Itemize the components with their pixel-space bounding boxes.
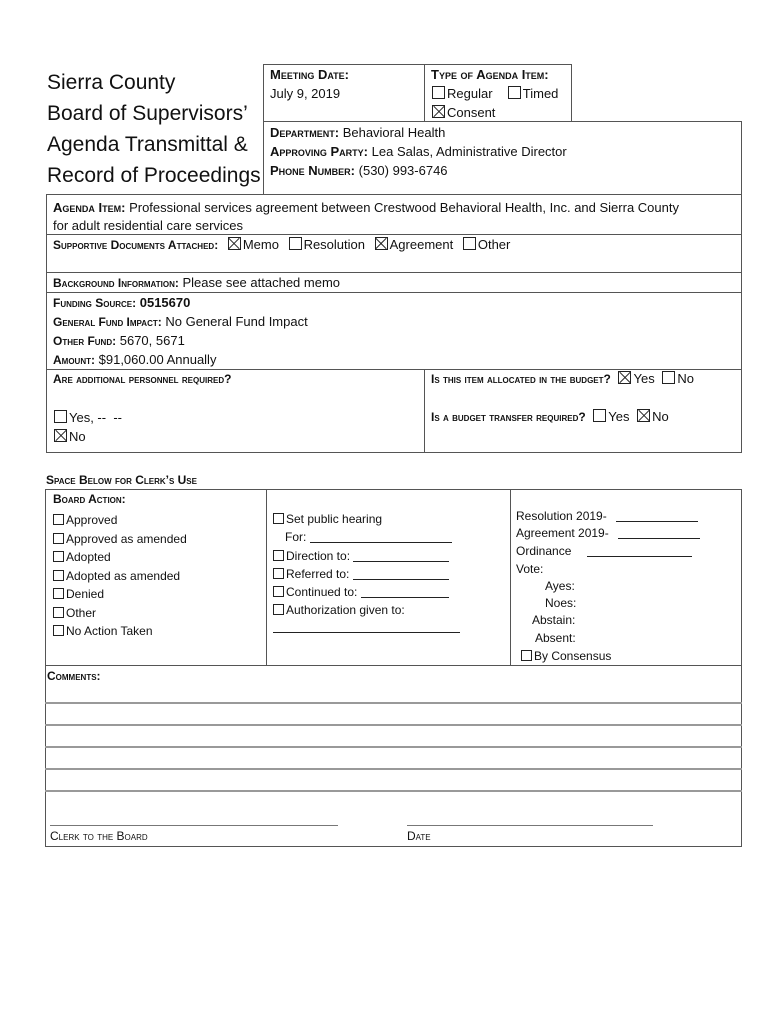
general-fund-label: General Fund Impact: — [53, 315, 162, 329]
abstain-label: Abstain: — [532, 613, 576, 627]
agreement-field[interactable] — [618, 526, 700, 539]
continued-row — [273, 583, 452, 601]
clerk-signature-line[interactable] — [50, 825, 338, 826]
comment-line[interactable] — [45, 724, 742, 726]
checkbox-regular[interactable] — [432, 86, 445, 99]
department-label: Department: — [270, 125, 340, 140]
other-fund-value: 5670, 5671 — [119, 333, 185, 348]
checkbox-denied[interactable] — [53, 588, 64, 599]
amount-value: $91,060.00 Annually — [98, 352, 217, 367]
consensus-row — [521, 649, 611, 663]
checkbox-no-action[interactable] — [53, 625, 64, 636]
continued-label: Continued to: — [286, 585, 358, 600]
personnel-no — [54, 429, 86, 444]
authorization-row — [273, 601, 452, 619]
action-adopted — [53, 548, 187, 567]
checkbox-continued[interactable] — [273, 586, 284, 597]
comment-line[interactable] — [45, 746, 742, 748]
for-label: For: — [285, 530, 307, 545]
resolution-number-label: Resolution 2019- — [516, 509, 607, 523]
meeting-date-label: Meeting Date: — [270, 67, 349, 82]
comment-line[interactable] — [45, 790, 742, 792]
checkbox-agreement[interactable] — [375, 237, 388, 250]
approving-party-label: Approving Party: — [270, 144, 369, 159]
direction-row — [273, 547, 452, 565]
funding-source-value: 0515670 — [139, 295, 191, 310]
general-fund-value: No General Fund Impact — [165, 314, 308, 329]
public-hearing-row — [273, 510, 452, 528]
personnel-label: Are additional personnel required? — [53, 372, 232, 386]
budget-allocated-label: Is this item allocated in the budget? — [431, 372, 611, 386]
meeting-date: July 9, 2019 — [270, 86, 341, 101]
budget-allocated-row — [431, 371, 694, 386]
action-label: Denied — [66, 587, 105, 601]
personnel-no-label: No — [69, 429, 86, 444]
amount-row — [53, 352, 216, 367]
department-value: Behavioral Health — [342, 125, 446, 140]
regular-label: Regular — [447, 86, 493, 101]
absent-label: Absent: — [535, 631, 576, 645]
direction-label: Direction to: — [286, 548, 351, 563]
agreement-label: Agreement — [389, 237, 454, 252]
clerk-section-label: Space Below for Clerk’s Use — [46, 473, 197, 487]
supporting-docs — [53, 237, 510, 252]
background-label: Background Information: — [53, 276, 179, 290]
action-no-action — [53, 622, 187, 641]
authorization-field[interactable] — [273, 632, 460, 633]
resolution-label: Resolution — [303, 237, 365, 252]
phone-label: Phone Number: — [270, 163, 356, 178]
checkbox-approved-amended[interactable] — [53, 533, 64, 544]
approving-party-value: Lea Salas, Administrative Director — [371, 144, 567, 159]
checkbox-transfer-no[interactable] — [637, 409, 650, 422]
date-label: Date — [407, 829, 431, 843]
memo-label: Memo — [242, 237, 279, 252]
title-line: Board of Supervisors’ — [47, 102, 248, 125]
amount-label: Amount: — [53, 353, 95, 367]
continued-field[interactable] — [361, 585, 449, 598]
agenda-type-label: Type of Agenda Item: — [431, 67, 549, 82]
consent-label: Consent — [447, 105, 496, 120]
background-info — [53, 275, 340, 290]
funding-source-label: Funding Source: — [53, 296, 137, 310]
hearing-list — [273, 510, 452, 620]
comment-line[interactable] — [45, 702, 742, 704]
referred-label: Referred to: — [286, 566, 350, 581]
title-line: Sierra County — [47, 71, 176, 94]
checkbox-consensus[interactable] — [521, 650, 532, 661]
allocated-no-label: No — [677, 371, 694, 386]
checkbox-other[interactable] — [463, 237, 476, 250]
referred-row — [273, 565, 452, 583]
agreement-row — [516, 526, 700, 540]
checkbox-timed[interactable] — [508, 86, 521, 99]
ordinance-label: Ordinance — [516, 544, 572, 558]
agenda-item — [53, 199, 733, 235]
for-field[interactable] — [310, 530, 452, 543]
checkbox-other-action[interactable] — [53, 607, 64, 618]
vote-label: Vote: — [516, 562, 544, 576]
department-row — [270, 125, 445, 140]
checkbox-consent[interactable] — [432, 105, 445, 118]
action-label: Other — [66, 605, 97, 620]
referred-field[interactable] — [353, 567, 449, 580]
checkbox-approved[interactable] — [53, 514, 64, 525]
general-fund-row — [53, 314, 308, 329]
agenda-type-consent — [432, 105, 495, 120]
consensus-label: By Consensus — [534, 649, 612, 663]
budget-transfer-label: Is a budget transfer required? — [431, 410, 586, 424]
title-line: Agenda Transmittal & — [47, 133, 248, 156]
personnel-yes — [54, 410, 122, 425]
action-label: No Action Taken — [66, 624, 153, 638]
checkbox-personnel-no[interactable] — [54, 429, 67, 442]
action-denied — [53, 585, 187, 604]
transfer-no-label: No — [652, 409, 669, 424]
checkbox-adopted[interactable] — [53, 551, 64, 562]
action-label: Approved — [66, 513, 118, 527]
timed-label: Timed — [522, 86, 559, 101]
checkbox-referred[interactable] — [273, 568, 284, 579]
clerk-signature-label: Clerk to the Board — [50, 829, 148, 843]
action-label: Adopted as amended — [66, 568, 181, 583]
background-text: Please see attached memo — [182, 275, 341, 290]
other-label: Other — [477, 237, 511, 252]
checkbox-resolution[interactable] — [289, 237, 302, 250]
checkbox-authorization[interactable] — [273, 604, 284, 615]
ayes-label: Ayes: — [545, 579, 575, 593]
checkbox-allocated-no[interactable] — [662, 371, 675, 384]
checkbox-direction[interactable] — [273, 550, 284, 561]
budget-transfer-row — [431, 409, 669, 424]
transfer-yes-label: Yes — [608, 409, 630, 424]
public-hearing-label: Set public hearing — [286, 512, 383, 526]
board-actions-list — [53, 511, 187, 641]
action-label: Adopted — [66, 550, 111, 564]
supporting-docs-label: Supportive Documents Attached: — [53, 238, 219, 252]
checkbox-adopted-amended[interactable] — [53, 570, 64, 581]
checkbox-transfer-yes[interactable] — [593, 409, 606, 422]
resolution-field[interactable] — [616, 509, 698, 522]
date-signature-line[interactable] — [407, 825, 653, 826]
action-approved — [53, 511, 187, 530]
personnel-yes-label: Yes, -- -- — [69, 410, 122, 425]
other-fund-label: Other Fund: — [53, 334, 117, 348]
checkbox-allocated-yes[interactable] — [618, 371, 631, 384]
action-label: Approved as amended — [66, 531, 187, 546]
agenda-item-text-1: Professional services agreement between Crestwood Behavioral Health, Inc. and Sierra County — [129, 200, 679, 215]
checkbox-personnel-yes[interactable] — [54, 410, 67, 423]
board-action-label: Board Action: — [53, 492, 126, 506]
checkbox-public-hearing[interactable] — [273, 513, 284, 524]
approving-party-row — [270, 144, 567, 159]
action-other — [53, 604, 187, 623]
resolution-row — [516, 509, 698, 523]
action-adopted-amended — [53, 567, 187, 586]
agenda-type-options — [432, 86, 558, 101]
title-line: Record of Proceedings — [47, 164, 261, 187]
agreement-number-label: Agreement 2019- — [516, 526, 609, 540]
phone-row — [270, 163, 448, 178]
form-title — [47, 69, 261, 190]
agenda-item-label: Agenda Item: — [53, 200, 126, 215]
other-fund-row — [53, 333, 185, 348]
action-approved-amended — [53, 530, 187, 549]
ordinance-field[interactable] — [587, 544, 692, 557]
agenda-item-text-2: for adult residential care services — [53, 218, 244, 233]
checkbox-memo[interactable] — [228, 237, 241, 250]
ordinance-row — [516, 544, 692, 558]
phone-value: (530) 993-6746 — [358, 163, 448, 178]
noes-label: Noes: — [545, 596, 577, 610]
comments-label: Comments: — [47, 669, 101, 683]
authorization-label: Authorization given to: — [286, 603, 405, 618]
comment-line[interactable] — [45, 768, 742, 770]
for-row — [273, 528, 452, 546]
funding-source-row — [53, 295, 190, 310]
direction-field[interactable] — [353, 549, 449, 562]
allocated-yes-label: Yes — [633, 371, 655, 386]
